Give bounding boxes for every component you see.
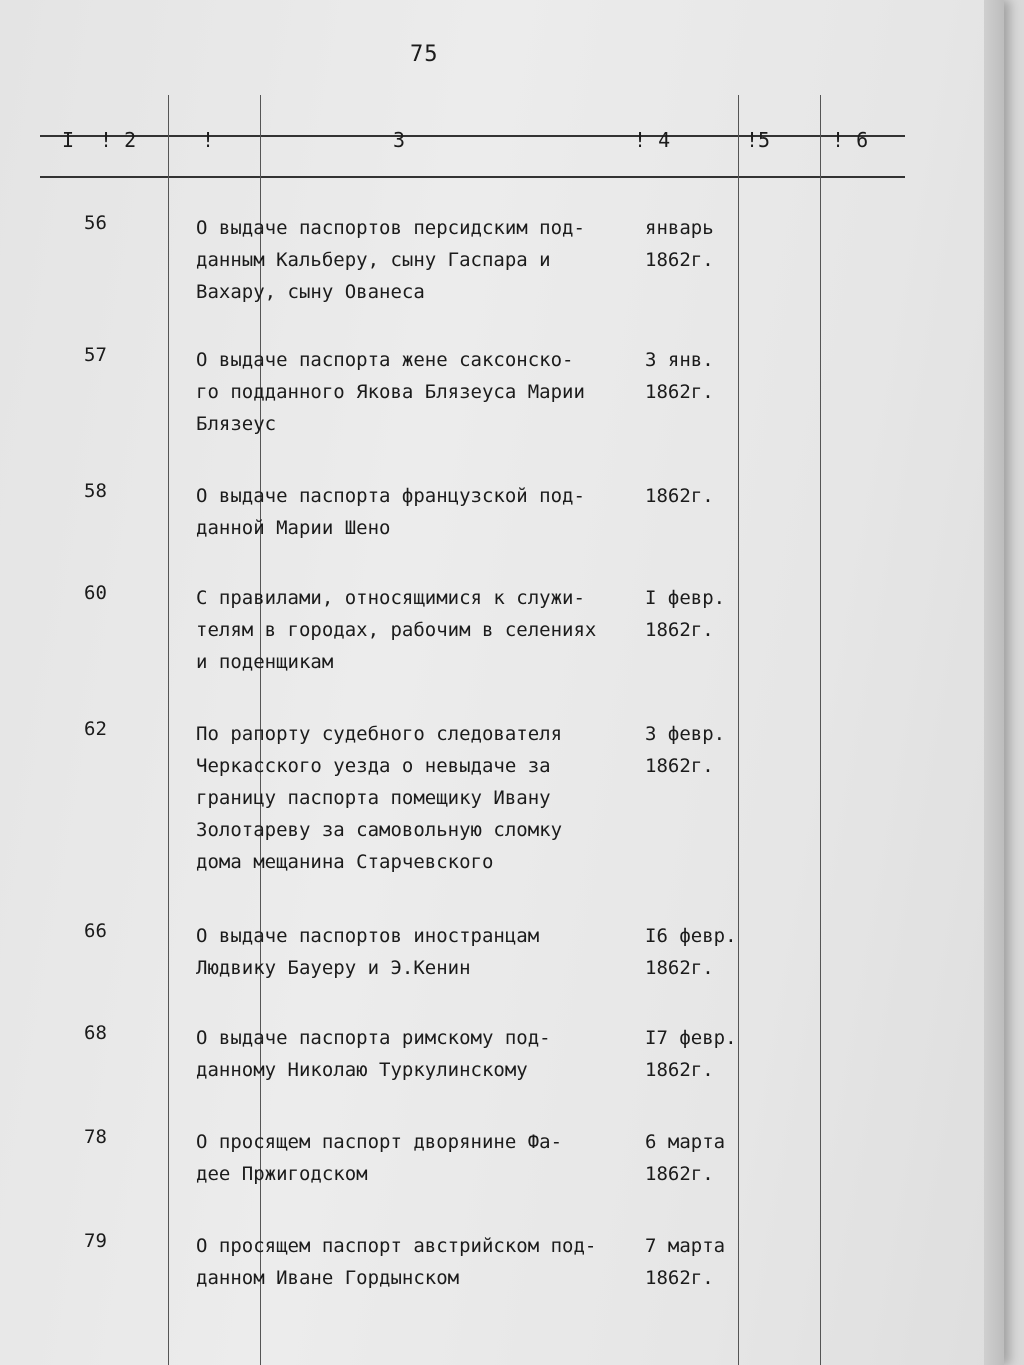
column-rule-1 <box>168 95 169 1365</box>
header-bottom-rule <box>40 176 905 178</box>
column-rule-4 <box>820 95 821 1365</box>
row-date: 1862г. <box>645 485 714 507</box>
row-date: I февр. 1862г. <box>645 587 726 641</box>
column-header-6: ! 6 <box>832 128 869 152</box>
page-edge <box>984 0 1004 1365</box>
row-number: 68 <box>84 1022 107 1044</box>
row-date: январь 1862г. <box>645 217 714 271</box>
row-number: 60 <box>84 582 107 604</box>
row-title: О просящем паспорт дворянине Фа- дее Пржигодском <box>196 1131 563 1185</box>
header-top-rule <box>40 135 905 137</box>
column-header-4: ! 4 <box>634 128 671 152</box>
row-number: 78 <box>84 1126 107 1148</box>
row-date: I6 февр. 1862г. <box>645 925 737 979</box>
row-number: 66 <box>84 920 107 942</box>
row-number: 58 <box>84 480 107 502</box>
column-header-1: I <box>62 128 75 152</box>
row-number: 56 <box>84 212 107 234</box>
row-title: О выдаче паспортов персидским под- данным Кальберу, сыну Гаспара и Вахару, сыну Ованеса <box>196 217 585 303</box>
row-date: 3 февр. 1862г. <box>645 723 726 777</box>
column-header-5: !5 <box>746 128 771 152</box>
row-title: О выдаче паспорта римскому под- данному Николаю Туркулинскому <box>196 1027 551 1081</box>
row-date: I7 февр. 1862г. <box>645 1027 737 1081</box>
column-header-2-sep: ! <box>202 128 215 152</box>
column-rule-3 <box>738 95 739 1365</box>
row-title: О выдаче паспорта жене саксонско- го подданного Якова Блязеуса Марии Блязеус <box>196 349 585 435</box>
row-date: 6 марта 1862г. <box>645 1131 726 1185</box>
row-number: 79 <box>84 1230 107 1252</box>
row-title: О просящем паспорт австрийском под- данном Иване Гордынском <box>196 1235 597 1289</box>
column-header-2: ! 2 <box>100 128 137 152</box>
row-date: 3 янв. 1862г. <box>645 349 714 403</box>
row-number: 57 <box>84 344 107 366</box>
row-date: 7 марта 1862г. <box>645 1235 726 1289</box>
column-header-3: 3 <box>393 128 406 152</box>
row-title: С правилами, относящимися к служи- телям в городах, рабочим в селениях и поденщикам <box>196 587 597 673</box>
row-title: О выдаче паспорта французской под- данной Марии Шено <box>196 485 585 539</box>
page-number: 75 <box>410 42 439 67</box>
row-title: По рапорту судебного следователя Черкасского уезда о невыдаче за границу паспорта помещику Ивану Золотареву за самовольную сломку дома мещанина Старчевского <box>196 723 563 873</box>
row-title: О выдаче паспортов иностранцам Людвику Бауеру и Э.Кенин <box>196 925 540 979</box>
row-number: 62 <box>84 718 107 740</box>
